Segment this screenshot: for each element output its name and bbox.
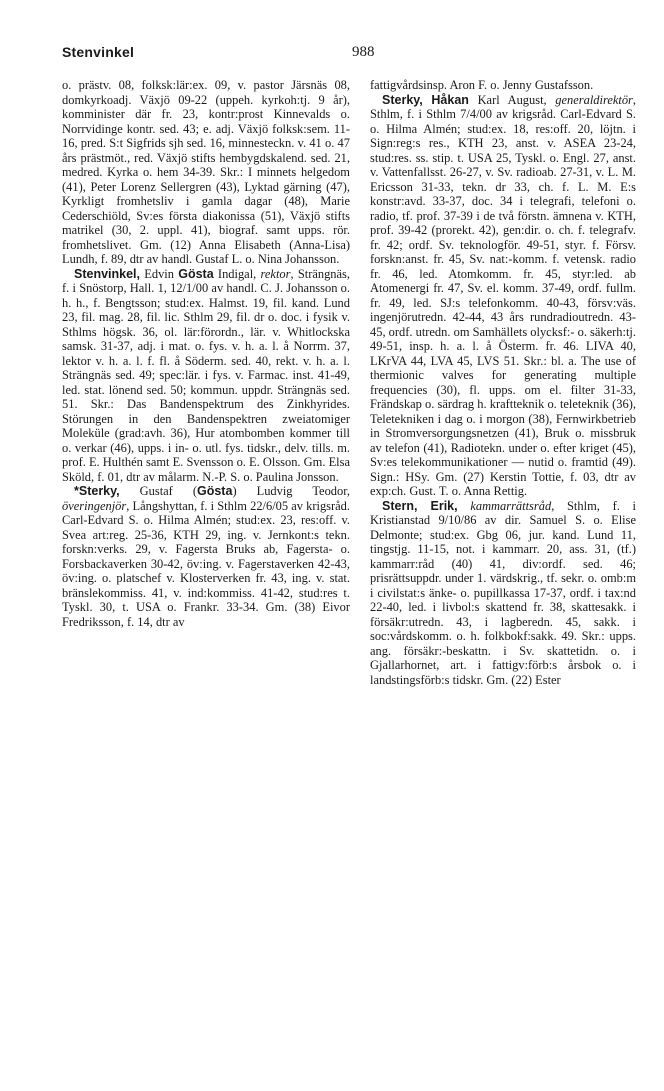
entry-body: , Sthlm, f. i Sthlm 7/4/00 av krigsråd. Carl-Edvard S. o. Hilma Almén; stud:ex. 18, res:off. 20, löjtn. i Sign:reg:s res., KTH 23, anst. v. ASEA 23-24, stud:res. ss. stip. t. USA 25, Tyskl. o. Engl. 27, anst. v. Vattenfallsst. 26-27, v. Sv. radioab. 27-31, v. L. M. Ericsson 31-33, tekn. dr 33, ch. f. L. M. E:s konstr:avd. 33-37, doc. 34 i telegrafi, telefoni o. radio, tf. prof. 37-39 i de två förstn. ämnena v. KTH, prof. 39-42 (prorekt. 42), gen:dir. o. ch. f. telegrafv. fr. 42; ordf. Sv. teknologför. 49-51, styr. f. Försv. forskn:anst. fr. 45, Sv. nat:-komm. f. vetensk. radio fr. 46, led. Atomkomm. fr. 45, styr:led. ab Atomenergi fr. 47, Sv. el. komm. 37-49, ordf. fullm. fr. 49, led. SJ:s telefonkomm. 40-43, försv:väs. ingenjörutredn. 42-44, 43 års rundradioutredn. 43-45, ordf. utredn. om Samhällets olycksf:- o. säkerh:tj. 49-51, insp. h. a. l. å Österm. fr. 46. LIVA 40, LKrVA 44, LVA 45, LVS 51. Skr.: bl. a. The use of thermionic valves for generating multiple frequencies (30), fl. upps. om el. filter 31-33, Frändskap o. särdrag h. kraftteknik o. teleteknik (36), Teletekniken i dag o. i morgon (38), Fernwirkbetrieb in Stromversorgungsnetzen (41), Bruk o. missbruk av telefon (41), Radiotekn. under o. efter kriget (45), Sv:es telekommunikationer — nutid o. framtid (49). Sign.: HSy. Gm. (27) Kerstin Tottie, f. 03, dtr av exp:ch. Gust. T. o. Anna Rettig. xyxy=(370,92,636,498)
entry-title: överingenjör xyxy=(62,498,127,513)
entry-body: , Sthlm, f. i Kristianstad 9/10/86 av dir. Samuel S. o. Elise Delmonte; stud:ex. Gbg 06, jur. kand. Lund 11, tingstjg. 11-15, not. i kammarr. 20, ass. 31, (tf.) kammarr:råd (40) 41, div:ordf. sed. 46; prisrättsuppdr. under 1. värdskrig., tf. sekr. o. omb:m i civilstat:s änke- o. pupillkassa 17-37, ordf. i tax:nd 22-40, led. i livbol:s skattend fr. 38, skattesakk. i försäkr:utredn. 43, i lagberedn. 45, sakk. i soc:vårdskomm. o. h. folkbokf:sakk. 49. Skr.: upps. ang. försäkr:-beskattn. i Sv. skattetidn. o. i Gjallarhornet, art. i fattigv:förb:s årsbok o. i landstingsförb:s tidskr. Gm. (22) Ester xyxy=(370,498,636,687)
entry-given-tail: Indigal, xyxy=(213,266,261,281)
entry-body: , Långshyttan, f. i Sthlm 22/6/05 av krigsråd. Carl-Edvard S. o. Hilma Almén; stud:ex. 23, res:off. v. Svea art:reg. 25-36, KTH 29, ing. v. Jernkont:s tekn. forskn:verks. 29, v. Fagersta Bruks ab, Fagersta- o. Forsbackaverken 30-42, öv:ing. v. Fagerstaverken 42-43, öv:ing. o. platschef v. Klosterverken fr. 43, ing. v. stat. bränslekommiss. 41, v. ind:kommiss. 41-42, stud:res t. Tyskl. 30, t. USA o. Frankr. 33-34. Gm. (38) Eivor Fredriksson, f. 14, dtr av xyxy=(62,498,350,629)
page-header xyxy=(62,44,634,68)
entry-surname: Stern, Erik, xyxy=(382,498,458,513)
entry-given-tail: ) Ludvig Teodor, xyxy=(232,484,350,498)
entry-given-plain: Gustaf ( xyxy=(119,484,197,498)
entry-stern-erik xyxy=(370,499,636,688)
entry-given-tail: Karl August, xyxy=(468,92,556,107)
right-column xyxy=(370,78,636,687)
entry-sterky-gosta xyxy=(62,484,350,629)
continuation-text: o. prästv. 08, folksk:lär:ex. 09, v. pastor Järsnäs 08, domkyrkoadj. Växjö 09-22 (uppeh. kyrkoh:tj. 9 år), komminister där fr. 23, kontr:prost Kinnevalds o. Norrvidinge kontr. sed. 43; e. adj. Växjö folksk:sem. 11-16, pred. S:t Sigfrids sjh sed. 16, minnesteckn. v. 41 o. 47 års prästmöt., red. Växjö stifts hembygdskalend. sed. 21, medred. Kyrka o. hem 34-39. Skr.: I minnets helgedom (41), Peter Lorenz Sellergren (43), Lyktad gärning (47), Kyrkligt fromhetsliv i gamla dagar (48), Marie Cederschiöld, Sv:es första diakonissa (51), Växjö stifts matrikel (30, 2. uppl. 41), biograf. samt upps. rör. fromhetslivet. Gm. (12) Anna Elisabeth (Anna-Lisa) Lundh, f. 89, dtr av handl. Gustaf L. o. Nina Johansson. xyxy=(62,78,350,266)
entry-given-plain: Edvin xyxy=(140,266,179,281)
entry-sterky-hakan xyxy=(370,93,636,499)
left-column xyxy=(62,78,350,629)
continuation-text: fattigvårdsinsp. Aron F. o. Jenny Gustafsson. xyxy=(370,78,594,92)
entry-given-bold: Gösta xyxy=(178,266,214,281)
entry-title: rektor xyxy=(260,266,291,281)
entry-given-bold: Gösta xyxy=(197,484,233,498)
entry-title: generaldirektör xyxy=(555,92,633,107)
entry-surname: Stenvinkel, xyxy=(74,266,140,281)
entry-stenvinkel-gosta xyxy=(62,267,350,485)
page-number: 988 xyxy=(352,44,375,60)
entry-body: , Strängnäs, f. i Snöstorp, Hall. 1, 12/1/00 av handl. C. J. Johansson o. h. h., f. Bengtsson; stud:ex. Halmst. 19, fil. kand. Lund 23, fil. mag. 28, fil. lic. Sthlm 29, fil. dr o. doc. i fysik v. Sthlms högsk. 36, ol. lär:förordn., lär. v. Whitlockska samsk. 31-37, adj. i mat. o. fys. v. h. a. l. å Norrm. 37, lektor v. h. a. l. f. fl. å Söderm. sed. 40, rekt. v. h. a. l. Strängnäs sed. 49; spec:lär. i fys. v. Farmac. inst. 41-49, led. stat. lönend sed. 50; kommun. uppdr. Strängnäs sed. 51. Skr.: Das Bandenspektrum des Zinkhyrides. Störungen in den Bandenspektren zweiatomiger Moleküle (grad:avh. 36), Hur atombomben kommer till o. verkar (46), upps. i in- o. utl. fys. tidskr., delv. tills. m. prof. E. Hulthén samt E. Svensson o. E. Olsson. Gm. Elsa Sköld, f. 01, dtr av målarm. N.-P. S. o. Paulina Jonsson. xyxy=(62,266,350,484)
entry-title: kammarrättsråd xyxy=(470,498,552,513)
entry-given-bold: Håkan xyxy=(431,92,469,107)
entry-surname: Sterky, xyxy=(382,92,423,107)
entry-surname: *Sterky, xyxy=(74,484,120,498)
running-head: Stenvinkel xyxy=(62,44,135,60)
